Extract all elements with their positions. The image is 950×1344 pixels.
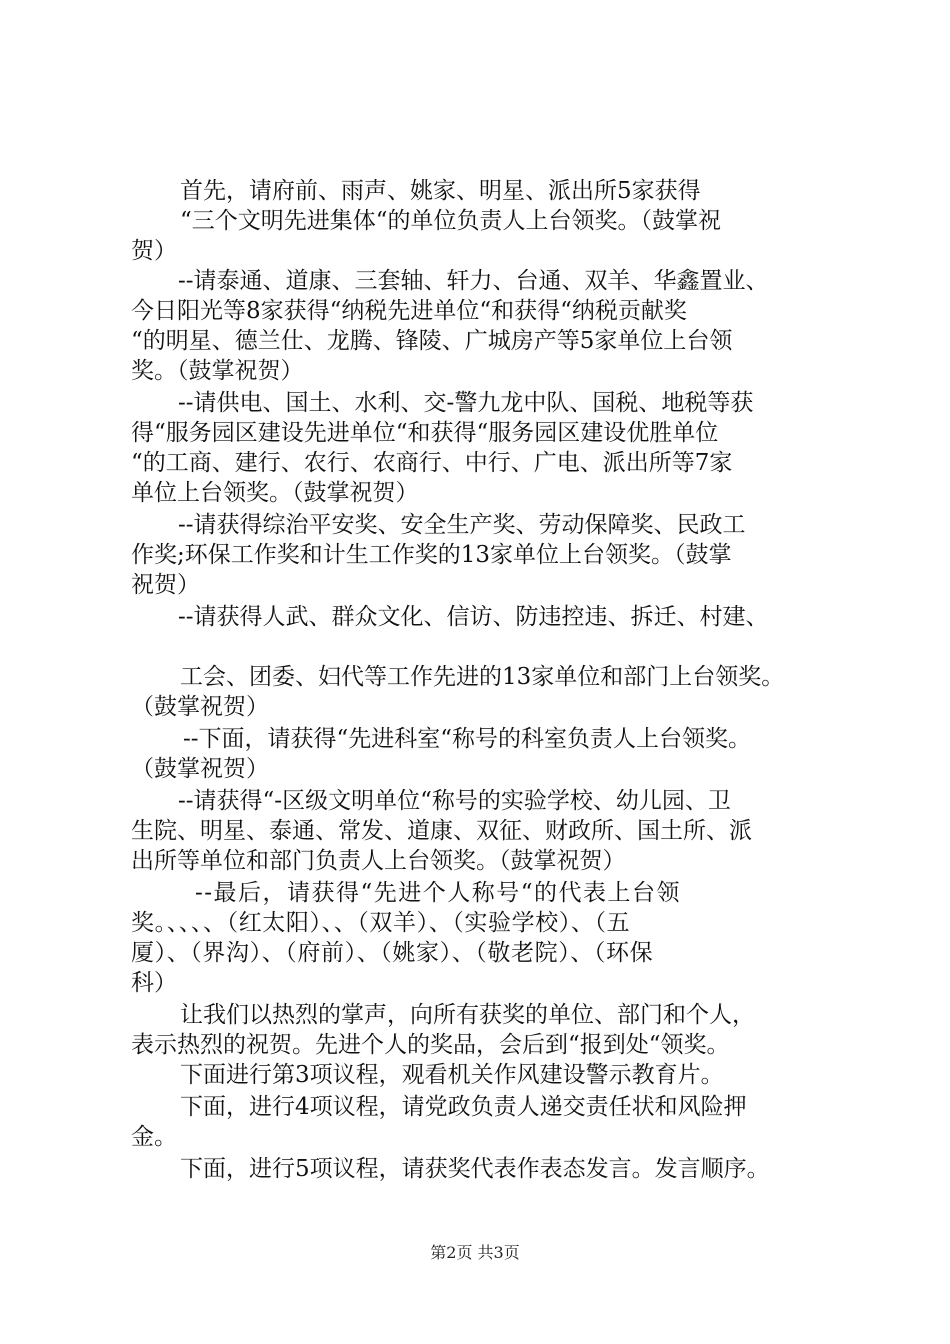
text-line: （鼓掌祝贺） [131, 756, 269, 782]
text-line: --请获得综治平安奖、安全生产奖、劳动保障奖、民政工 [178, 512, 746, 538]
text-line: 奖。（鼓掌祝贺） [131, 358, 304, 384]
text-line: 单位上台领奖。（鼓掌祝贺） [131, 480, 419, 506]
text-line: 生院、明星、泰通、常发、道康、双征、财政所、国土所、派 [131, 818, 752, 844]
text-line: --请获得“-区级文明单位“称号的实验学校、幼儿园、卫 [178, 788, 731, 814]
text-line: --下面，请获得“先进科室“称号的科室负责人上台领奖。 [183, 726, 752, 752]
text-line: --请泰通、道康、三套轴、轩力、台通、双羊、华鑫置业、 [178, 268, 769, 294]
text-line: （鼓掌祝贺） [131, 694, 269, 720]
text-line: 作奖;环保工作奖和计生工作奖的13家单位上台领奖。（鼓掌 [131, 542, 732, 568]
page-footer: 第2页 共3页 [430, 1243, 520, 1262]
text-line: --请供电、国土、水利、交-警九龙中队、国税、地税等获 [178, 390, 754, 416]
text-line: --最后，请获得“先进个人称号“的代表上台领 [195, 880, 682, 906]
text-line: 祝贺） [131, 572, 200, 598]
text-line: 贺） [131, 238, 177, 264]
text-line: 下面进行第3项议程，观看机关作风建设警示教育片。 [180, 1062, 724, 1088]
text-line: 工会、团委、妇代等工作先进的13家单位和部门上台领奖。 [180, 664, 785, 690]
text-line: 首先，请府前、雨声、姚家、明星、派出所5家获得 [180, 178, 701, 204]
text-line: 表示热烈的祝贺。先进个人的奖品，会后到“报到处“领奖。 [131, 1032, 730, 1058]
text-line: --请获得人武、群众文化、信访、防违控违、拆迁、村建、 [178, 604, 769, 630]
text-line: 让我们以热烈的掌声，向所有获奖的单位、部门和个人， [180, 1002, 755, 1028]
text-line: 下面，进行5项议程，请获奖代表作表态发言。发言顺序。 [180, 1156, 770, 1182]
text-line: 科） [131, 970, 177, 996]
text-line: 出所等单位和部门负责人上台领奖。（鼓掌祝贺） [131, 848, 626, 874]
text-line: “的明星、德兰仕、龙腾、锋陵、广城房产等5家单位上台领 [131, 328, 733, 354]
text-line: “的工商、建行、农行、农商行、中行、广电、派出所等7家 [131, 450, 733, 476]
text-line: 今日阳光等8家获得“纳税先进单位“和获得“纳税贡献奖 [131, 298, 687, 324]
text-line: “三个文明先进集体“的单位负责人上台领奖。（鼓掌祝 [180, 208, 722, 234]
text-line: 金。 [131, 1124, 177, 1150]
text-line: 厦）、（界沟）、（府前）、（姚家）、（敬老院）、（环保 [131, 940, 654, 966]
text-line: 得“服务园区建设先进单位“和获得“服务园区建设优胜单位 [131, 420, 719, 446]
text-line: 下面，进行4项议程，请党政负责人递交责任状和风险押 [180, 1094, 747, 1120]
text-line: 奖。、、、、（红太阳）、、（双羊）、（实验学校）、（五 [131, 910, 631, 936]
